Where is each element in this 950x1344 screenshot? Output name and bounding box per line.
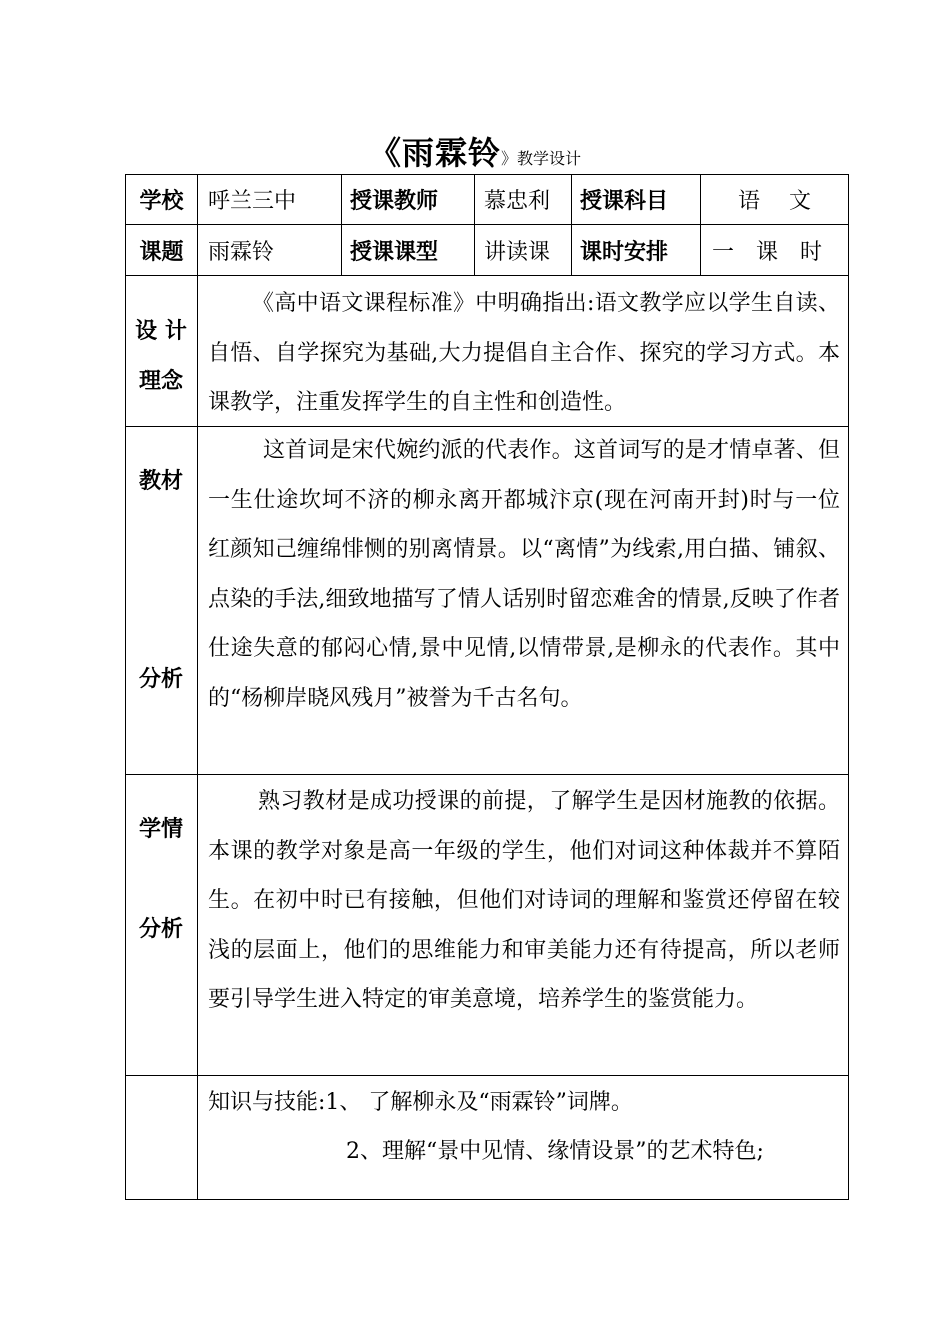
type-label: 授课课型 (350, 239, 439, 265)
title-sub: 》教学设计 (501, 149, 582, 168)
students-label-1: 学情 (138, 817, 183, 842)
table-border (848, 174, 849, 1200)
teacher-label: 授课教师 (350, 189, 439, 214)
table-border (125, 774, 849, 775)
school-value: 呼兰三中 (208, 189, 297, 214)
material-label-1: 教材 (138, 469, 183, 494)
subject-value: 语 文 (738, 189, 811, 214)
subject-label: 授课科目 (580, 189, 669, 214)
table-border (125, 275, 849, 276)
topic-value: 雨霖铃 (208, 239, 275, 265)
hours-value: 一 课 时 (712, 239, 823, 265)
material-label-2: 分析 (138, 667, 183, 692)
table-border (341, 174, 342, 275)
table-border (125, 1075, 849, 1076)
table-border (474, 174, 475, 275)
concept-text: 《高中语文课程标准》中明确指出:语文教学应以学生自读、自悟、自学探究为基础,大力提倡自主合作、探究的学习方式。本课教学，注重发挥学生的自主性和创造性。 (208, 291, 840, 416)
students-text: 熟习教材是成功授课的前提，了解学生是因材施教的依据。本课的教学对象是高一年级的学生，他们对词这种体裁并不算陌生。在初中时已有接触，但他们对诗词的理解和鉴赏还停留在较浅的层面上，他们的思维能力和审美能力还有待提高，所以老师要引导学生进入特定的审美意境，培养学生的鉴赏能力。 (208, 789, 840, 1013)
title-main: 《雨霖铃 (368, 134, 501, 172)
table-border (125, 1199, 849, 1200)
concept-label-2: 理念 (138, 369, 183, 394)
type-value: 讲读课 (484, 239, 551, 265)
goals-line-2: 2、理解“景中见情、缘情设景”的艺术特色; (346, 1139, 764, 1164)
students-label-2: 分析 (138, 917, 183, 942)
topic-label: 课题 (139, 239, 184, 265)
table-border (197, 174, 198, 1200)
school-label: 学校 (139, 189, 184, 214)
material-text: 这首词是宋代婉约派的代表作。这首词写的是才情卓著、但一生仕途坎坷不济的柳永离开都城汴京(现在河南开封)时与一位红颜知己缠绵悱恻的别离情景。以“离情”为线索,用白描、铺叙、点染的手法,细致地描写了情人话别时留恋难舍的情景,反映了作者仕途失意的郁闷心情,景中见情,以情带景,是柳永的代表作。其中的“杨柳岸晓风残月”被誉为千古名句。 (208, 438, 840, 711)
goals-line-1: 知识与技能:1、 了解柳永及“雨霖铃”词牌。 (208, 1090, 633, 1115)
concept-label-1: 设 计 (135, 319, 187, 344)
table-border (571, 174, 572, 275)
teacher-value: 慕忠利 (484, 189, 551, 214)
hours-label: 课时安排 (580, 239, 669, 265)
